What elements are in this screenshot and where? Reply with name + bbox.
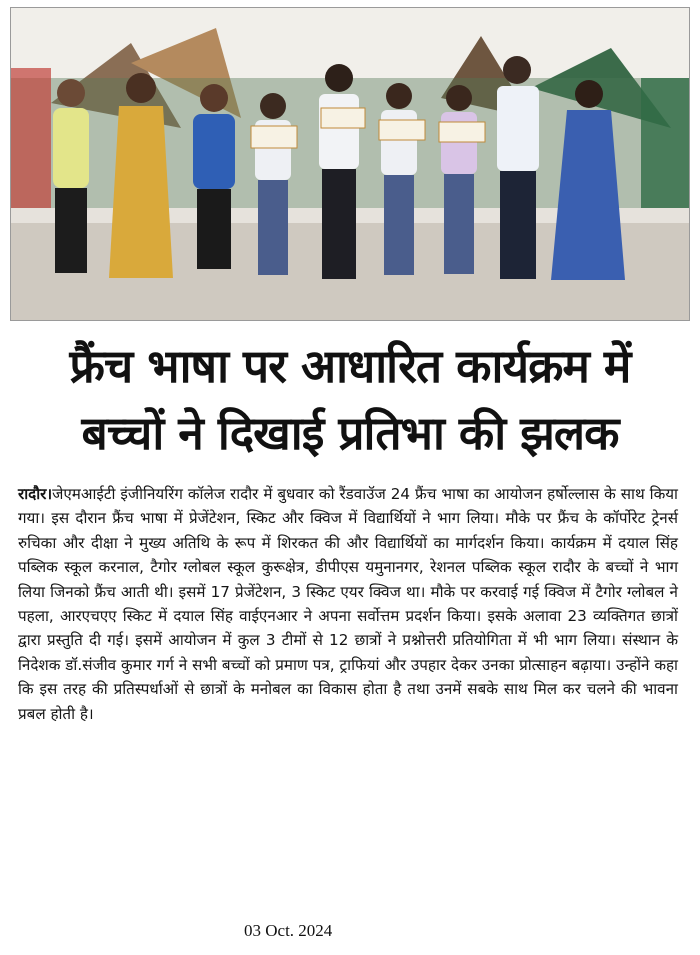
article-body	[18, 482, 678, 726]
news-photo	[10, 7, 690, 321]
headline-line-1: फ्रैंच भाषा पर आधारित कार्यक्रम में	[69, 339, 631, 393]
person	[497, 56, 539, 279]
group-photo-image	[11, 8, 689, 320]
article-text: जेएमआईटी इंजीनियरिंग कॉलेज रादौर में बुधवार को रैंडवाउॅज 24 फ्रैंच भाषा का आयोजन हर्षोल्लास के साथ किया गया। इस दौरान फ्रैंच भाषा में प्रेजेंटेशन, स्किट और क्विज में विद्यार्थियों ने भाग लिया। मौके पर फ्रैंच के कॉर्पोरेट ट्रेनर्स रुचिका और दीक्षा ने मुख्य अतिथि के रूप में शिरकत की और विद्यार्थियों का मार्गदर्शन किया। कार्यक्रम में दयाल सिंह पब्लिक स्कूल करनाल, टैगोर ग्लोबल स्कूल कुरूक्षेत्र, डीपीएस यमुनानगर, रेशनल पब्लिक स्कूल रादौर के बच्चों ने भाग लिया जिनको फ्रैंच आती थी। इसमें 17 प्रेजेंटेशन, 3 स्किट एयर क्विज था। मौके पर करवाई गई क्विज में टैगोर ग्लोबल ने पहला, आरएचएए स्किट में दयाल सिंह वाईएनआर ने अपना सर्वोत्तम प्रदर्शन किया। इसके अलावा 23 व्यक्तिगत छात्रों द्वारा प्रस्तुति दी गई। इसमें आयोजन में कुल 3 टीमों से 12 छात्रों ने प्रश्नोत्तरी प्रतियोगिता में भी भाग लिया। संस्थान के निदेशक डॉ.संजीव कुमार गर्ग ने सभी बच्चों को प्रमाण पत्र, ट्राफियां और उपहार देकर उनका प्रोत्साहन बढ़ाया। उन्होंने कहा कि इस तरह की प्रतिस्पर्धाओं से छात्रों के मनोबल का विकास होता है तथा उनमें सबके साथ मिल कर चलने की भावना प्रबल होती है।	[18, 485, 678, 723]
dateline: रादौर।	[18, 485, 53, 503]
headline-line-2: बच्चों ने दिखाई प्रतिभा की झलक	[81, 406, 619, 460]
publication-date: 03 Oct. 2024	[244, 921, 333, 940]
